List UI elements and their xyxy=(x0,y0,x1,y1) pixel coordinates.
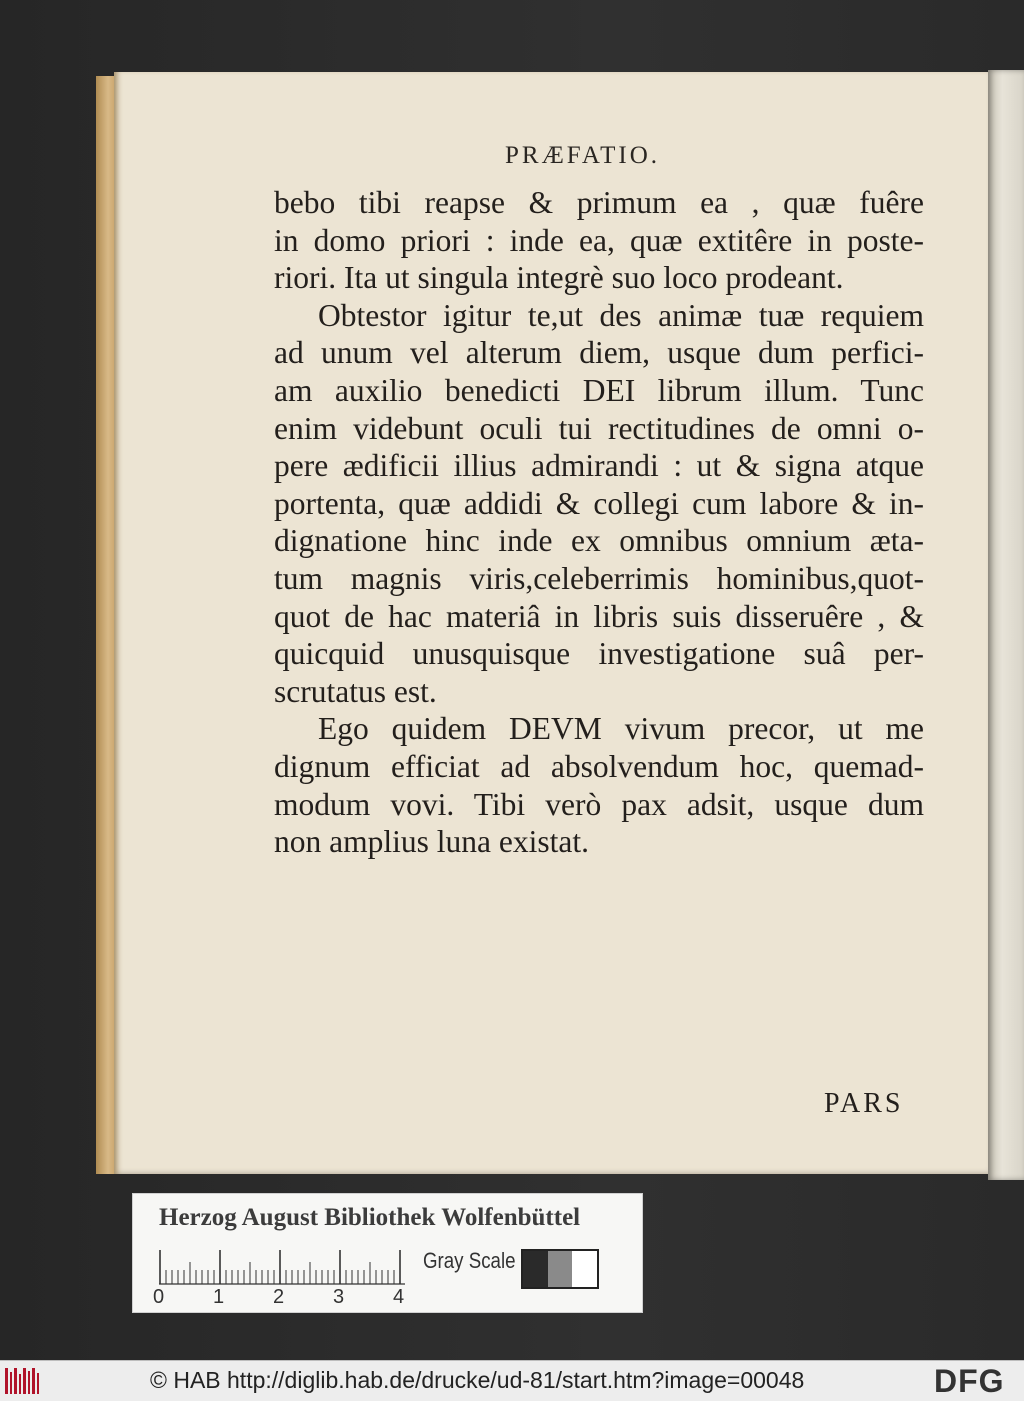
footer-copyright-url[interactable]: © HAB http://diglib.hab.de/drucke/ud-81/start.htm?image=00048 xyxy=(150,1367,805,1393)
text-line: riori. Ita ut singula integrè suo loco prodeant. xyxy=(274,260,844,296)
text-line: am auxilio benedicti DEI librum illum. Tunc xyxy=(274,372,924,408)
grayscale-swatches xyxy=(521,1249,599,1289)
text-line: in domo priori : inde ea, quæ extitêre in poste- xyxy=(274,222,924,258)
catchword: PARS xyxy=(824,1088,904,1119)
ruler-ticks xyxy=(160,1250,400,1284)
ruler-label: 0 xyxy=(153,1286,165,1308)
gray-swatch xyxy=(548,1251,573,1287)
ruler-label: 1 xyxy=(213,1286,225,1308)
ruler-label: 4 xyxy=(393,1286,405,1308)
page-text-block xyxy=(274,184,924,861)
running-head: PRÆFATIO. xyxy=(505,142,661,169)
ruler-label: 2 xyxy=(273,1286,285,1308)
text-line: modum vovi. Tibi verò pax adsit, usque dum xyxy=(274,786,924,822)
text-line: quicquid unusquisque investigatione suâ per- xyxy=(274,636,924,672)
gray-swatch xyxy=(572,1251,597,1287)
text-line: dignum efficiat ad absolvendum hoc, quemad- xyxy=(274,748,924,784)
text-line: pere ædificii illius admirandi : ut & signa atque xyxy=(274,448,924,484)
text-line: scrutatus est. xyxy=(274,673,437,709)
text-line: Ego quidem DEVM vivum precor, ut me xyxy=(318,711,924,747)
hab-barcode-icon xyxy=(4,1366,44,1396)
text-line: portenta, quæ addidi & collegi cum labore & in- xyxy=(274,485,924,521)
text-line: tum magnis viris,celeberrimis hominibus,quot- xyxy=(274,560,924,596)
grayscale-label: Gray Scale xyxy=(423,1248,516,1273)
facing-page-edge xyxy=(988,70,1024,1180)
text-line: Obtestor igitur te,ut des animæ tuæ requiem xyxy=(318,297,924,333)
footer-bar xyxy=(0,1360,1024,1401)
text-line: non amplius luna existat. xyxy=(274,824,589,860)
text-line: dignatione hinc inde ex omnibus omnium æta- xyxy=(274,523,924,559)
gray-swatch xyxy=(523,1251,548,1287)
library-name: Herzog August Bibliothek Wolfenbüttel xyxy=(159,1204,581,1231)
text-line: ad unum vel alterum diem, usque dum perfici- xyxy=(274,335,924,371)
text-line: quot de hac materiâ in libris suis disseruêre , & xyxy=(274,598,924,634)
page-edge-strip xyxy=(96,76,116,1174)
library-color-card xyxy=(132,1193,643,1313)
text-line: bebo tibi reapse & primum ea , quæ fuêre xyxy=(274,185,924,220)
ruler-scale xyxy=(159,1248,405,1288)
ruler-label: 3 xyxy=(333,1286,345,1308)
dfg-logo: DFG xyxy=(934,1363,1005,1399)
text-line: enim videbunt oculi tui rectitudines de omni o- xyxy=(274,410,924,446)
ruler-labels xyxy=(153,1286,413,1310)
